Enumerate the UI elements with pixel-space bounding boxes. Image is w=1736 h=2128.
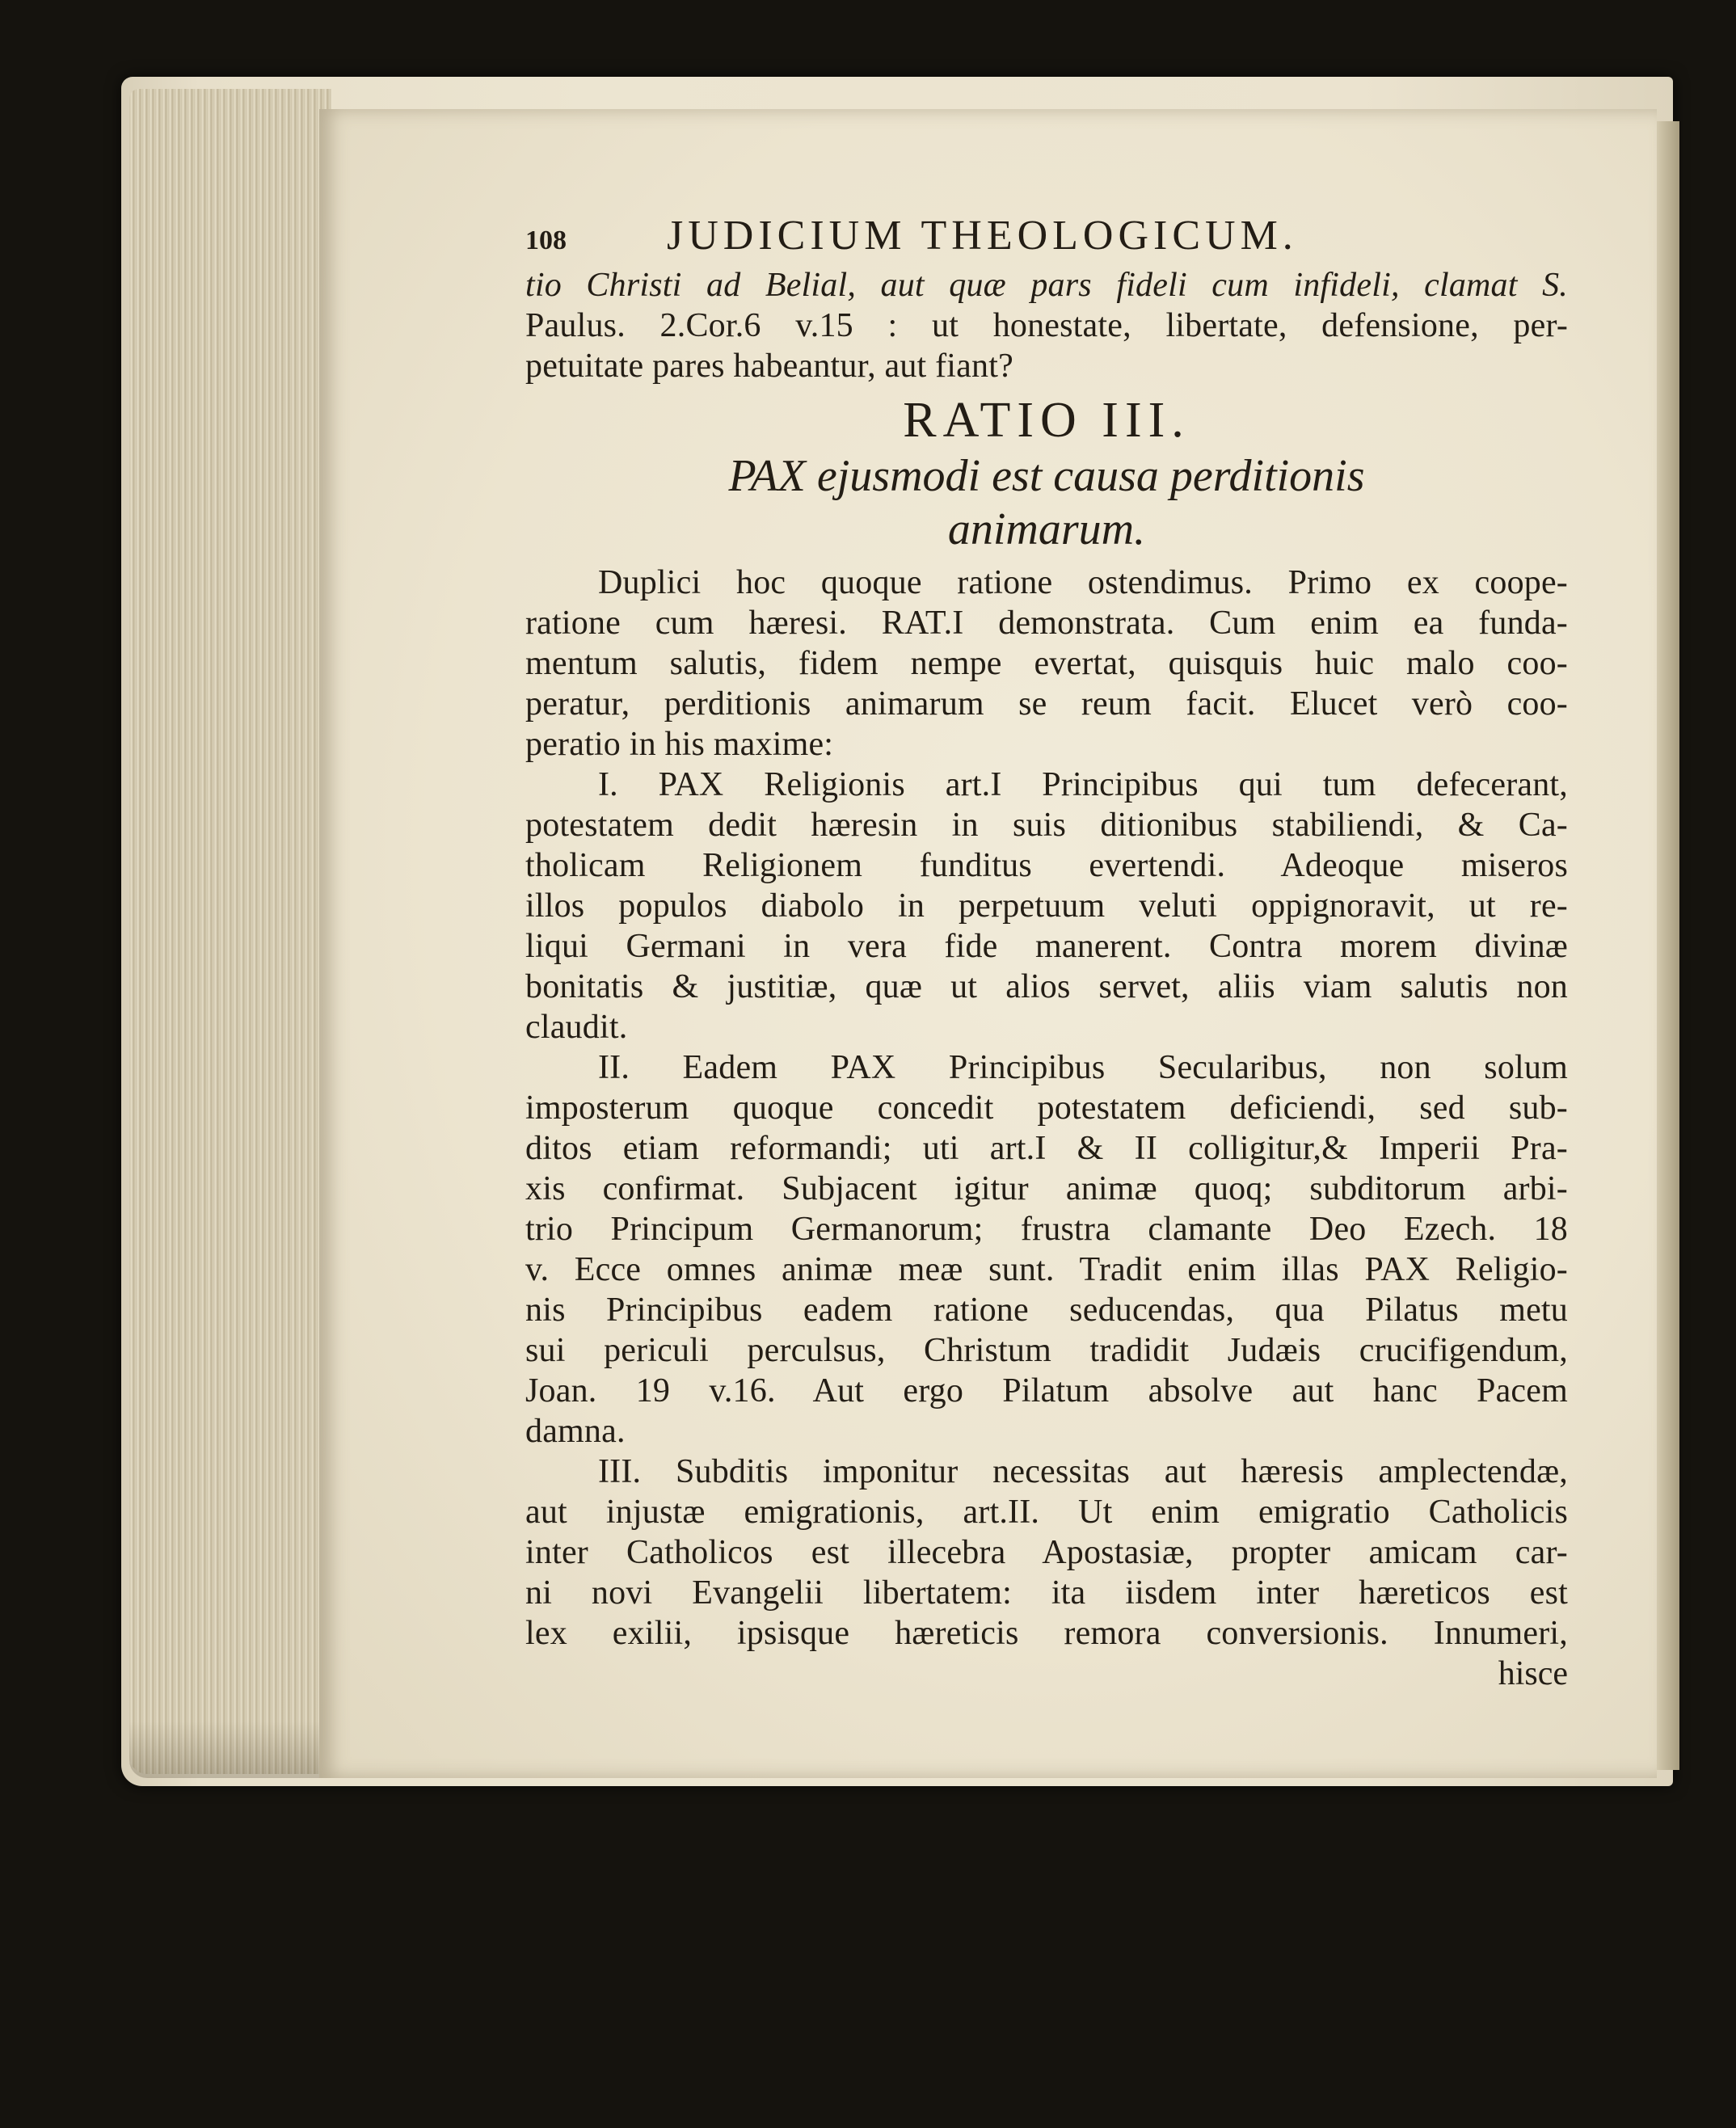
text-line: Paulus. 2.Cor.6 v.15 : ut honestate, libertate, defensione, per-	[525, 307, 1568, 344]
text-line: petuitate pares habeantur, aut fiant?	[525, 348, 1013, 385]
section-subtitle: animarum.	[947, 504, 1146, 554]
text-line: imposterum quoque concedit potestatem deficiendi, sed sub-	[525, 1089, 1568, 1127]
running-title: JUDICIUM THEOLOGICUM.	[667, 213, 1298, 259]
text-line: ditos etiam reformandi; uti art.I & II colligitur,& Imperii Pra-	[525, 1130, 1568, 1167]
page-edges	[129, 89, 331, 1774]
text-line: liqui Germani in vera fide manerent. Contra morem divinæ	[525, 928, 1568, 965]
right-page-edge	[1657, 121, 1679, 1770]
text-line: II. Eadem PAX Principibus Secularibus, non solum	[598, 1049, 1568, 1086]
text-line: tholicam Religionem funditus evertendi. Adeoque miseros	[525, 847, 1568, 884]
section-heading: RATIO III.	[903, 393, 1190, 448]
text-line: ratione cum hæresi. RAT.I demonstrata. Cum enim ea funda-	[525, 605, 1568, 642]
catchword: hisce	[1498, 1655, 1568, 1692]
text-line: illos populos diabolo in perpetuum veluti oppignoravit, ut re-	[525, 887, 1568, 925]
text-line: Duplici hoc quoque ratione ostendimus. Primo ex coope-	[598, 564, 1568, 601]
page-number: 108	[525, 225, 567, 255]
text-line: I. PAX Religionis art.I Principibus qui tum defecerant,	[598, 766, 1568, 803]
text-line: III. Subditis imponitur necessitas aut hæresis amplectendæ,	[598, 1453, 1568, 1490]
text-line: nis Principibus eadem ratione seducendas, qua Pilatus metu	[525, 1292, 1568, 1329]
text-line: xis confirmat. Subjacent igitur animæ quoq; subditorum arbi-	[525, 1170, 1568, 1207]
text-line: potestatem dedit hæresin in suis ditionibus stabiliendi, & Ca-	[525, 807, 1568, 844]
page-header	[525, 212, 1568, 265]
page-edges-shadow	[129, 1721, 331, 1778]
text-line: damna.	[525, 1413, 626, 1450]
text-line: peratur, perditionis animarum se reum facit. Elucet verò coo-	[525, 685, 1568, 723]
text-line: v. Ecce omnes animæ meæ sunt. Tradit enim illas PAX Religio-	[525, 1251, 1568, 1288]
text-line: ni novi Evangelii libertatem: ita iisdem inter hæreticos est	[525, 1574, 1568, 1612]
text-line: tio Christi ad Belial, aut quæ pars fideli cum infideli, clamat S.	[525, 267, 1568, 304]
text-line: claudit.	[525, 1009, 628, 1046]
text-line: inter Catholicos est illecebra Apostasiæ, propter amicam car-	[525, 1534, 1568, 1571]
page-text	[525, 212, 1568, 1694]
text-line: lex exilii, ipsisque hæreticis remora conversionis. Innumeri,	[525, 1615, 1568, 1652]
section-subtitle: PAX ejusmodi est causa perditionis	[728, 451, 1365, 501]
text-line: aut injustæ emigrationis, art.II. Ut enim emigratio Catholicis	[525, 1494, 1568, 1531]
text-line: Joan. 19 v.16. Aut ergo Pilatum absolve aut hanc Pacem	[525, 1372, 1568, 1410]
text-line: peratio in his maxime:	[525, 726, 834, 763]
text-line: mentum salutis, fidem nempe evertat, quisquis huic malo coo-	[525, 645, 1568, 682]
text-line: sui periculi perculsus, Christum tradidit Judæis crucifigendum,	[525, 1332, 1568, 1369]
text-line: trio Principum Germanorum; frustra clamante Deo Ezech. 18	[525, 1211, 1568, 1248]
text-line: bonitatis & justitiæ, quæ ut alios servet, aliis viam salutis non	[525, 968, 1568, 1005]
